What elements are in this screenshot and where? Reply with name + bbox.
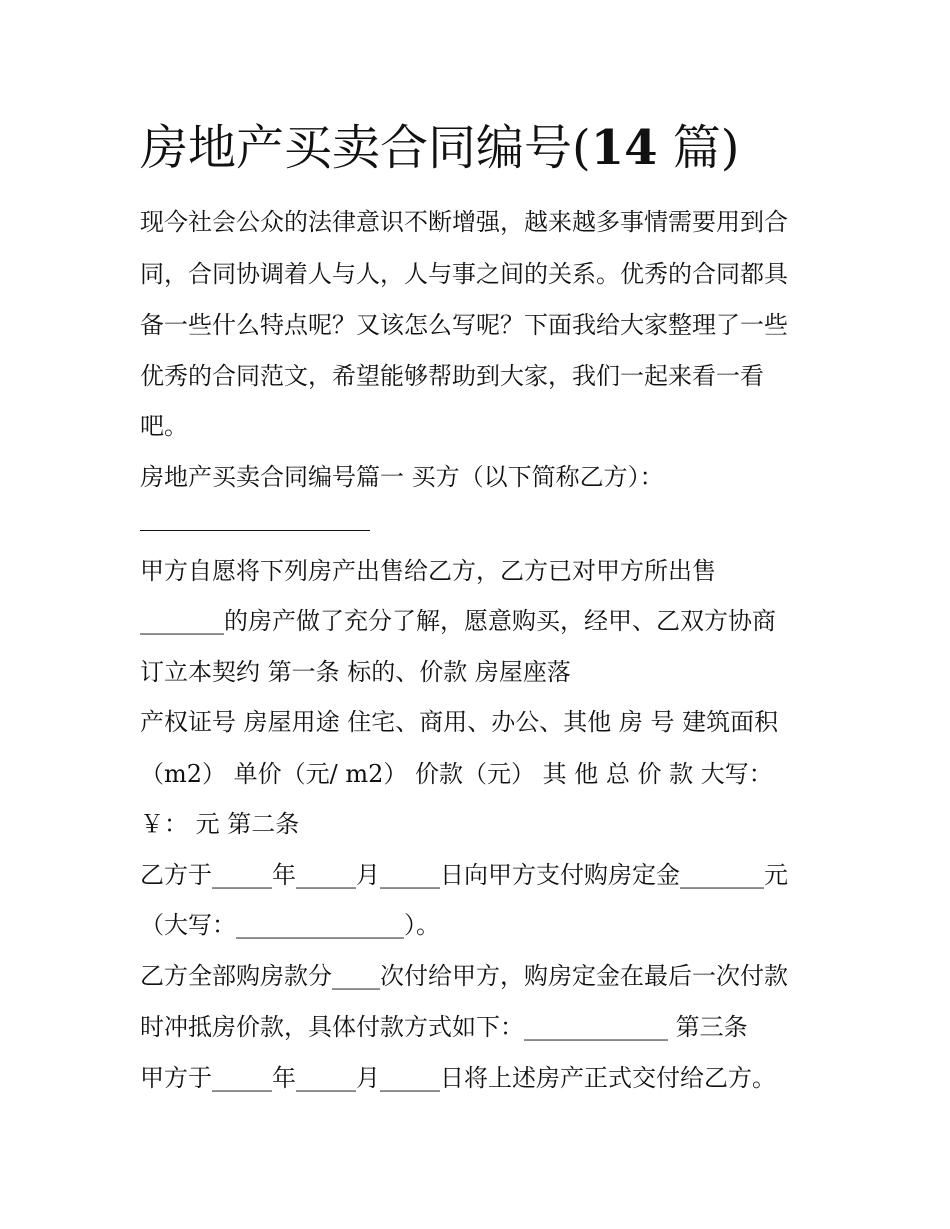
contract-line-8: （大写：______________）。 [140, 911, 440, 939]
contract-line-11: 甲方于_____年_____月_____日将上述房产正式交付给乙方。 [140, 1064, 776, 1092]
contract-line-3: 订立本契约 第一条 标的、价款 房屋座落 [140, 658, 571, 686]
paragraph-line-4: 优秀的合同范文，希望能够帮助到大家，我们一起来看一看 [140, 362, 764, 390]
title-count: 14 [590, 120, 658, 176]
contract-line-2: _______的房产做了充分了解，愿意购买，经甲、乙双方协商 [140, 607, 776, 635]
contract-line-4: 产权证号 房屋用途 住宅、商用、办公、其他 房 号 建筑面积 [140, 708, 779, 736]
contract-line-9: 乙方全部购房款分____次付给甲方，购房定金在最后一次付款 [140, 962, 788, 990]
title-main: 房地产买卖合同编号( [140, 120, 591, 176]
section-heading-line: 房地产买卖合同编号篇一 买方（以下简称乙方）： [140, 463, 664, 491]
contract-line-5: （m2） 单价（元/ m2） 价款（元） 其 他 总 价 款 大写： [140, 760, 773, 788]
paragraph-line-3: 备一些什么特点呢？又该怎么写呢？下面我给大家整理了一些 [140, 311, 788, 339]
contract-line-1: 甲方自愿将下列房产出售给乙方，乙方已对甲方所出售 [140, 557, 716, 585]
paragraph-line-5: 吧。 [140, 412, 188, 440]
signature-blank-line [140, 530, 370, 531]
contract-line-6: ￥： 元 第二条 [140, 810, 300, 838]
paragraph-line-2: 同，合同协调着人与人，人与事之间的关系。优秀的合同都具 [140, 260, 788, 288]
paragraph-line-1: 现今社会公众的法律意识不断增强，越来越多事情需要用到合 [140, 208, 788, 236]
title-unit: 篇) [672, 120, 740, 176]
contract-line-7: 乙方于_____年_____月_____日向甲方支付购房定金_______元 [140, 861, 788, 889]
contract-line-10: 时冲抵房价款，具体付款方式如下：____________ 第三条 [140, 1013, 748, 1041]
page-title [140, 112, 740, 184]
